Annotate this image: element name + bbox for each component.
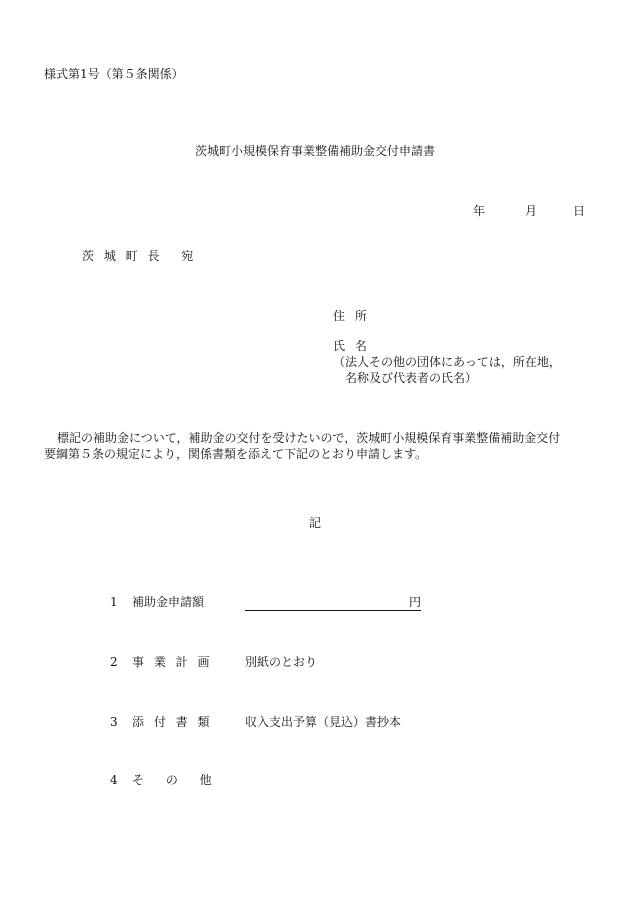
item-label: 補助金申請額 (132, 595, 205, 609)
ki-heading: 記 (309, 516, 322, 530)
date-month: 月 (525, 204, 538, 218)
form-number: 様式第1号（第５条関係） (44, 67, 184, 81)
applicant-note-1: （法人その他の団体にあっては，所在地， (333, 355, 561, 369)
addressee: 茨 城 町 長 宛 (82, 249, 194, 263)
item-value: 別紙のとおり (245, 655, 318, 669)
item-value: 収入支出予算（見込）書抄本 (245, 715, 402, 729)
item-label: 事 業 計 画 (132, 655, 210, 669)
date-day: 日 (573, 204, 586, 218)
item-number: 4 (110, 773, 118, 787)
body-line-1: 標記の補助金について，補助金の交付を受けたいので，茨城町小規模保育事業整備補助金交付 (57, 431, 561, 445)
address-label: 住 所 (333, 309, 367, 323)
item-number: 3 (110, 715, 118, 729)
item-label: 添 付 書 類 (132, 715, 210, 729)
yen-unit: 円 (408, 595, 421, 609)
applicant-note-2: 名称及び代表者の氏名） (345, 371, 478, 385)
amount-field (245, 594, 421, 611)
name-label: 氏 名 (333, 339, 367, 353)
body-line-2: 要綱第５条の規定により，関係書類を添えて下記のとおり申請します。 (44, 447, 428, 461)
date-year: 年 (473, 204, 486, 218)
document-title: 茨城町小規模保育事業整備補助金交付申請書 (194, 144, 435, 158)
item-number: 1 (110, 595, 118, 609)
item-number: 2 (110, 655, 118, 669)
item-label: そ の 他 (132, 773, 212, 787)
